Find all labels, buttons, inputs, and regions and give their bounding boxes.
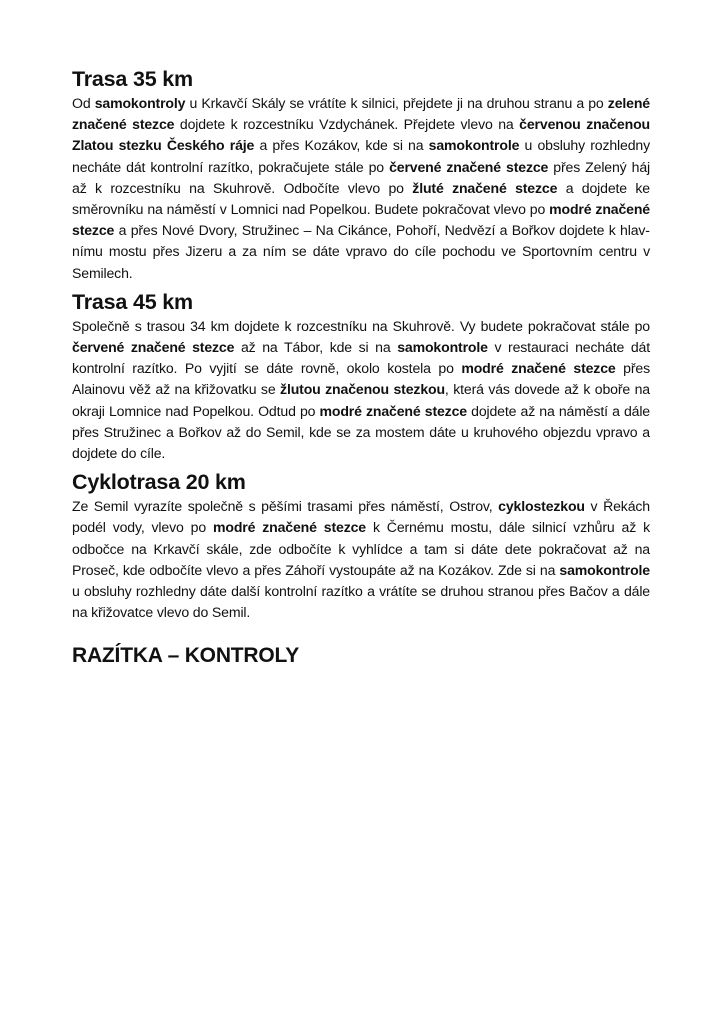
emphasized-text: modré značené stezce (319, 402, 467, 419)
emphasized-text: cyklostezkou (498, 498, 585, 515)
emphasized-text: samokontroly (94, 95, 186, 111)
section-trasa-35 (72, 66, 650, 284)
body-text: a dojdete ke směrovníku na náměstí v Lomnici nad Popelkou. Budete pokračovat vlevo po (72, 179, 650, 218)
section-heading: Cyklotrasa 20 km (72, 470, 246, 495)
body-text: u obsluhy rozhledny necháte dát kontrolní razítko, pokračujete stále po (72, 137, 650, 175)
body-text: a přes Kozákov, kde si na (254, 137, 429, 154)
body-text: v Řekách podél vody, vlevo po (72, 498, 650, 536)
body-text: , která vás dovede až k oboře na okraji Lomnice nad Popelkou. Odtud po (72, 381, 650, 419)
emphasized-text: samokontrole (559, 561, 650, 578)
emphasized-text: žlutou značenou stezkou (280, 381, 445, 398)
section-cyklotrasa-20 (72, 469, 650, 623)
emphasized-text: modré značené stezce (72, 201, 650, 239)
body-text: k Černému mostu, dále silnicí vzhůru až k odbočce na Krkavčí skále, zde odbočíte k vyhlídce a tam si dáte dete pokračovat až na Proseč, kde odbočíte vlevo a přes Záhoří vystoupáte až na Kozákov. Zde si na (72, 519, 650, 578)
emphasized-text: zelené značené stezce (72, 95, 650, 133)
emphasized-text: samokontrole (428, 137, 520, 154)
section-heading: Trasa 35 km (72, 67, 193, 91)
document-page (72, 66, 650, 669)
emphasized-text: červené značené stezce (389, 158, 549, 175)
body-text: dojdete až na náměstí a dále přes Stružinec a Bořkov až do Semil, kde se za mostem dáte u kruhového objezdu vpravo a dojdete do cíle. (72, 402, 650, 462)
body-text: přes Zelený háj až k rozcestníku na Skuhrově. Odbočíte vlevo po (72, 158, 651, 196)
emphasized-text: modré značené stezce (461, 360, 616, 377)
body-text: u obsluhy rozhledny dáte další kontrolní razítko a vrátíte se druhou stranou přes Bačov a dále na křižovatce vlevo do Semil. (72, 583, 650, 621)
emphasized-text: červené značené stezce (72, 339, 235, 356)
body-text: Společně s trasou 34 km dojdete k rozcestníku na Skuhrově. Vy budete pokračovat stále po (72, 317, 650, 334)
body-text: až na Tábor, kde si na (234, 339, 398, 356)
emphasized-text: modré značené stezce (212, 519, 366, 536)
section-heading: Trasa 45 km (72, 289, 193, 314)
body-text: Od (72, 95, 95, 111)
emphasized-text: samokontrole (397, 339, 488, 356)
emphasized-text: žluté značené stezce (412, 179, 558, 196)
body-text: v restauraci necháte dát kontrolní razítko. Po vyjití se dáte rovně, okolo kostela po (72, 339, 650, 377)
section-paragraph (72, 316, 650, 464)
section-paragraph (72, 496, 650, 623)
body-text: dojdete k rozcestníku Vzdychánek. Přejdete vlevo na (174, 116, 520, 133)
body-text: Ze Semil vyrazíte společně s pěšími trasami přes náměstí, Ostrov, (72, 498, 499, 515)
body-text: u Krkavčí Skály se vrátíte k silnici, přejdete ji na druhou stranu a po (185, 95, 608, 111)
body-text: přes Alainovu věž až na křižovatku se (72, 360, 650, 398)
section-paragraph (72, 93, 650, 284)
body-text: a přes Nové Dvory, Stružinec – Na Cikánce, Pohoří, Nedvězí a Bořkov dojdete k hlavnímu mostu přes Jizeru a za ním se dáte vpravo do cíle pochodu ve Sportovním centru v Semilech. (72, 222, 650, 281)
emphasized-text: červenou značenou Zlatou stezku Českého ráje (72, 116, 650, 154)
stamps-section-title: RAZÍTKA – KONTROLY (72, 644, 300, 668)
section-trasa-45 (72, 289, 650, 464)
